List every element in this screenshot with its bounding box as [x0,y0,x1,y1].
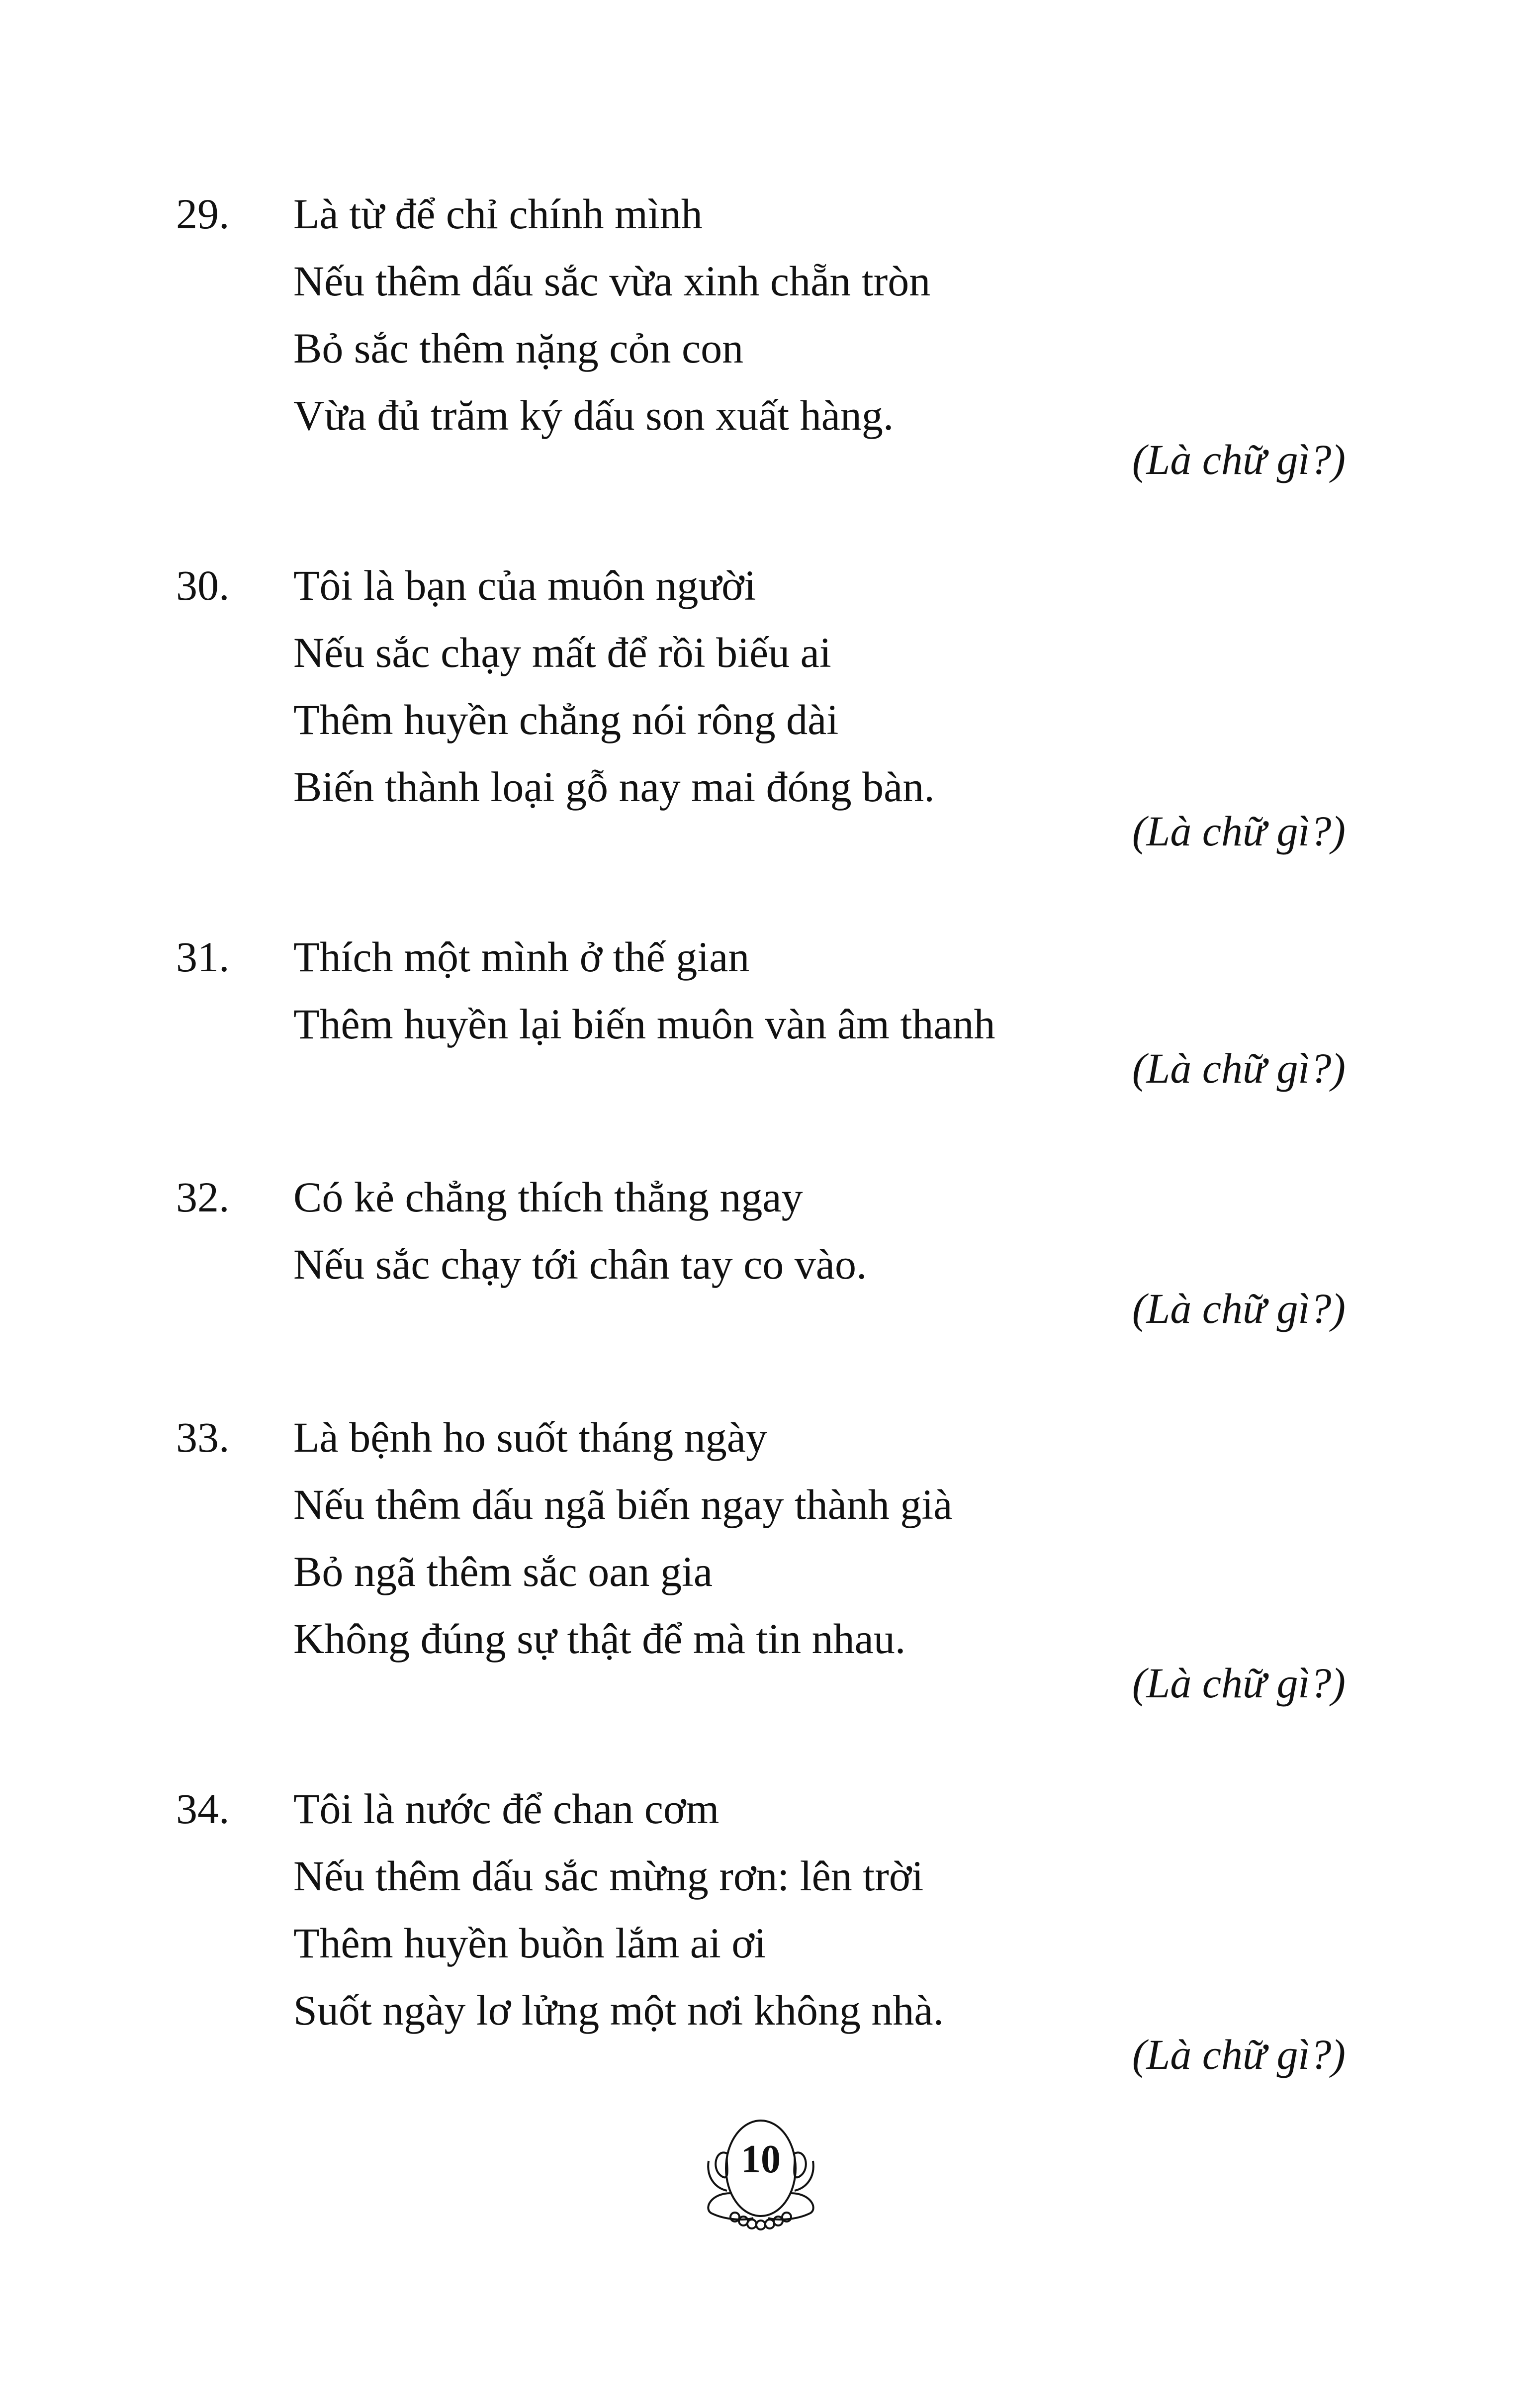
riddle-number: 30. [176,561,230,609]
riddle-30 [176,552,1346,865]
verse-line: Có kẻ chẳng thích thẳng ngay [293,1173,803,1221]
riddle-29 [176,181,1346,493]
riddle-question: (Là chữ gì?) [1132,1044,1346,1092]
verse-line: Bỏ sắc thêm nặng cỏn con [293,324,744,372]
verse-line: Biến thành loại gỗ nay mai đóng bàn. [293,763,935,811]
verse-line: Tôi là bạn của muôn người [293,561,756,609]
verse-line: Suốt ngày lơ lửng một nơi không nhà. [293,1986,944,2034]
riddle-question: (Là chữ gì?) [1132,1285,1346,1332]
riddle-number: 33. [176,1413,230,1461]
riddle-number: 32. [176,1173,230,1221]
riddle-31 [176,924,1346,1102]
verse-line: Thích một mình ở thế gian [293,933,750,981]
page-number-badge [696,2109,825,2238]
verse-line: Nếu thêm dấu ngã biến ngay thành già [293,1481,953,1528]
verse-line: Tôi là nước để chan cơm [293,1785,720,1833]
riddle-question: (Là chữ gì?) [1132,807,1346,855]
verse-line: Không đúng sự thật để mà tin nhau. [293,1615,906,1663]
verse-line: Là bệnh ho suốt tháng ngày [293,1413,767,1461]
riddle-question: (Là chữ gì?) [1132,436,1346,483]
riddle-number: 31. [176,933,230,981]
verse-line: Nếu sắc chạy tới chân tay co vào. [293,1240,867,1288]
verse-line: Bỏ ngã thêm sắc oan gia [293,1548,713,1595]
verse-line: Thêm huyền buồn lắm ai ơi [293,1919,766,1967]
riddle-34 [176,1775,1346,2088]
verse-line: Nếu sắc chạy mất để rồi biếu ai [293,629,831,676]
verse-line: Vừa đủ trăm ký dấu son xuất hàng. [293,391,894,439]
verse-line: Nếu thêm dấu sắc mừng rơn: lên trời [293,1852,924,1900]
riddle-33 [176,1404,1346,1717]
page-number: 10 [741,2137,781,2181]
riddle-question: (Là chữ gì?) [1132,1659,1346,1707]
verse-line: Nếu thêm dấu sắc vừa xinh chẵn tròn [293,257,931,305]
riddle-number: 34. [176,1785,230,1833]
verse-line: Là từ để chỉ chính mình [293,190,703,238]
riddle-question: (Là chữ gì?) [1132,2031,1346,2078]
riddle-number: 29. [176,190,230,238]
verse-line: Thêm huyền chẳng nói rông dài [293,696,839,743]
verse-line: Thêm huyền lại biến muôn vàn âm thanh [293,1000,995,1048]
riddle-32 [176,1164,1346,1342]
